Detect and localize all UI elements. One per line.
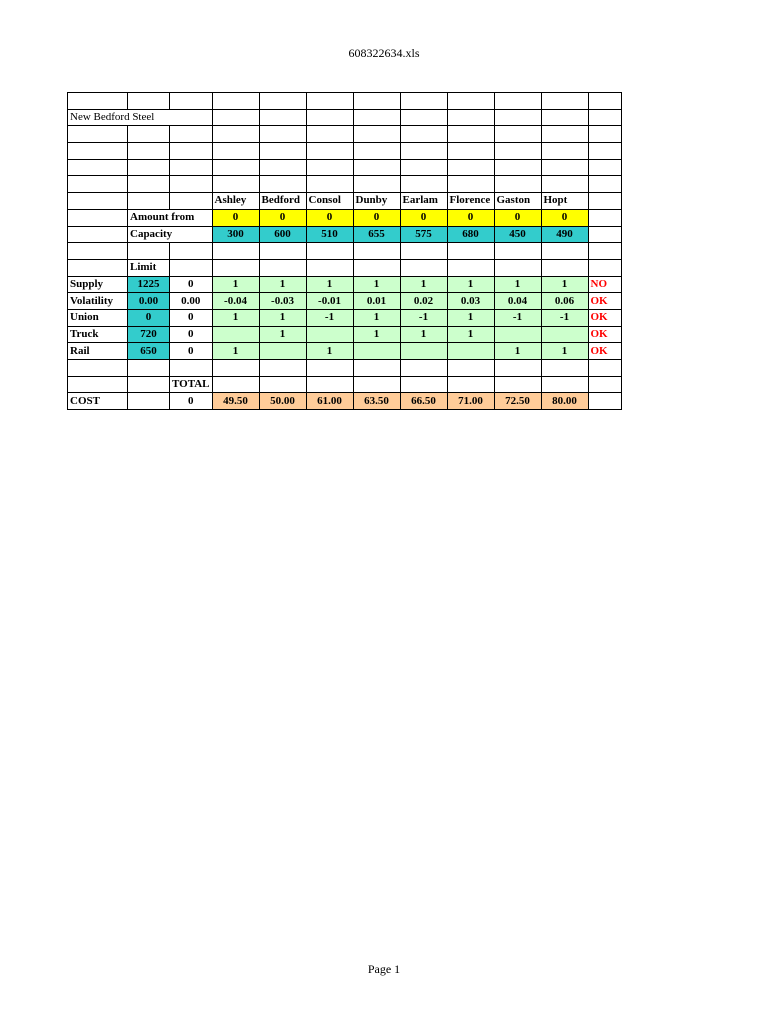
- sheet-cell[interactable]: [447, 243, 494, 260]
- supplier-header[interactable]: Ashley: [212, 193, 259, 210]
- constraint-coefficient[interactable]: 1: [541, 343, 588, 360]
- constraint-coefficient[interactable]: [494, 326, 541, 343]
- capacity-cell[interactable]: 450: [494, 226, 541, 243]
- sheet-cell[interactable]: [494, 259, 541, 276]
- sheet-cell[interactable]: [541, 143, 588, 160]
- constraint-coefficient[interactable]: -1: [306, 309, 353, 326]
- sheet-cell[interactable]: [68, 176, 128, 193]
- sheet-cell[interactable]: [212, 126, 259, 143]
- empty-row: [68, 143, 622, 160]
- constraint-status[interactable]: OK: [588, 293, 621, 310]
- capacity-label[interactable]: Capacity: [128, 226, 213, 243]
- constraint-coefficient[interactable]: 1: [212, 276, 259, 293]
- supplier-header[interactable]: Gaston: [494, 193, 541, 210]
- empty-row: [68, 360, 622, 377]
- sheet-cell[interactable]: [170, 176, 213, 193]
- sheet-cell[interactable]: [400, 376, 447, 393]
- sheet-cell[interactable]: [170, 126, 213, 143]
- constraint-coefficient[interactable]: 0.01: [353, 293, 400, 310]
- amount-from-cell[interactable]: 0: [212, 209, 259, 226]
- cost-cell[interactable]: 50.00: [259, 393, 306, 410]
- constraint-coefficient[interactable]: [541, 326, 588, 343]
- sheet-cell[interactable]: [588, 193, 621, 210]
- supplier-header[interactable]: Earlam: [400, 193, 447, 210]
- amount-from-cell[interactable]: 0: [494, 209, 541, 226]
- sheet-cell[interactable]: [400, 360, 447, 377]
- sheet-cell[interactable]: [447, 93, 494, 110]
- sheet-cell[interactable]: [353, 159, 400, 176]
- constraint-name[interactable]: Union: [68, 309, 128, 326]
- sheet-cell[interactable]: [588, 209, 621, 226]
- sheet-cell[interactable]: [170, 243, 213, 260]
- constraint-coefficient[interactable]: 1: [212, 309, 259, 326]
- sheet-cell[interactable]: [306, 126, 353, 143]
- sheet-cell[interactable]: [588, 360, 621, 377]
- amount-from-cell[interactable]: 0: [353, 209, 400, 226]
- constraint-coefficient[interactable]: -0.04: [212, 293, 259, 310]
- sheet-cell[interactable]: [588, 393, 621, 410]
- supplier-header[interactable]: Consol: [306, 193, 353, 210]
- sheet-cell[interactable]: [353, 376, 400, 393]
- constraint-status[interactable]: OK: [588, 326, 621, 343]
- constraint-coefficient[interactable]: 1: [259, 276, 306, 293]
- spreadsheet-grid: [67, 92, 622, 410]
- supplier-header[interactable]: Bedford: [259, 193, 306, 210]
- constraint-row: [68, 326, 622, 343]
- cost-cell[interactable]: 80.00: [541, 393, 588, 410]
- sheet-cell[interactable]: [541, 126, 588, 143]
- constraint-coefficient[interactable]: -0.03: [259, 293, 306, 310]
- sheet-cell[interactable]: [128, 93, 170, 110]
- sheet-cell[interactable]: [494, 243, 541, 260]
- sheet-cell[interactable]: [494, 159, 541, 176]
- sheet-cell[interactable]: [447, 143, 494, 160]
- sheet-cell[interactable]: [400, 176, 447, 193]
- cost-cell[interactable]: 63.50: [353, 393, 400, 410]
- constraint-coefficient[interactable]: 1: [259, 309, 306, 326]
- sheet-cell[interactable]: [68, 360, 128, 377]
- constraint-limit[interactable]: 0: [128, 309, 170, 326]
- page-header-filename: 608322634.xls: [348, 46, 420, 60]
- sheet-cell[interactable]: [447, 176, 494, 193]
- sheet-cell[interactable]: [447, 126, 494, 143]
- constraint-limit[interactable]: 0.00: [128, 293, 170, 310]
- constraint-name[interactable]: Truck: [68, 326, 128, 343]
- sheet-cell[interactable]: [68, 209, 128, 226]
- sheet-cell[interactable]: [68, 376, 128, 393]
- sheet-cell[interactable]: [306, 376, 353, 393]
- sheet-cell[interactable]: [306, 143, 353, 160]
- cost-label[interactable]: COST: [68, 393, 128, 410]
- empty-row: [68, 126, 622, 143]
- sheet-cell[interactable]: [494, 109, 541, 126]
- sheet-cell[interactable]: [212, 360, 259, 377]
- sheet-cell[interactable]: [170, 143, 213, 160]
- constraint-coefficient[interactable]: 1: [447, 326, 494, 343]
- sheet-cell[interactable]: [259, 243, 306, 260]
- amount-from-cell[interactable]: 0: [400, 209, 447, 226]
- sheet-cell[interactable]: [212, 109, 259, 126]
- sheet-cell[interactable]: [128, 143, 170, 160]
- capacity-cell[interactable]: 655: [353, 226, 400, 243]
- sheet-cell[interactable]: [541, 176, 588, 193]
- supplier-header[interactable]: Dunby: [353, 193, 400, 210]
- capacity-cell[interactable]: 300: [212, 226, 259, 243]
- sheet-cell[interactable]: [541, 109, 588, 126]
- sheet-cell[interactable]: [447, 360, 494, 377]
- sheet-cell[interactable]: [68, 143, 128, 160]
- constraint-coefficient[interactable]: 1: [306, 343, 353, 360]
- amount-from-label[interactable]: Amount from: [128, 209, 213, 226]
- constraint-coefficient[interactable]: 1: [447, 276, 494, 293]
- capacity-row: [68, 226, 622, 243]
- sheet-cell[interactable]: [259, 109, 306, 126]
- sheet-cell[interactable]: [259, 159, 306, 176]
- constraint-coefficient[interactable]: 0.02: [400, 293, 447, 310]
- sheet-cell[interactable]: [447, 159, 494, 176]
- empty-row: [68, 159, 622, 176]
- constraint-lhs[interactable]: 0: [170, 343, 213, 360]
- sheet-cell[interactable]: [170, 259, 213, 276]
- sheet-cell[interactable]: [541, 259, 588, 276]
- sheet-cell[interactable]: [68, 159, 128, 176]
- sheet-cell[interactable]: [212, 93, 259, 110]
- cost-cell[interactable]: 61.00: [306, 393, 353, 410]
- sheet-cell[interactable]: [541, 243, 588, 260]
- capacity-cell[interactable]: 510: [306, 226, 353, 243]
- sheet-cell[interactable]: [306, 259, 353, 276]
- sheet-cell[interactable]: [400, 243, 447, 260]
- constraint-row: [68, 293, 622, 310]
- constraint-coefficient[interactable]: 0.06: [541, 293, 588, 310]
- sheet-cell[interactable]: [68, 193, 128, 210]
- supplier-header[interactable]: Hopt: [541, 193, 588, 210]
- sheet-cell[interactable]: [353, 243, 400, 260]
- sheet-cell[interactable]: [128, 376, 170, 393]
- constraint-coefficient[interactable]: 0.04: [494, 293, 541, 310]
- sheet-cell[interactable]: [353, 259, 400, 276]
- constraint-coefficient[interactable]: -0.01: [306, 293, 353, 310]
- capacity-cell[interactable]: 680: [447, 226, 494, 243]
- total-label-row: [68, 376, 622, 393]
- sheet-cell[interactable]: [128, 360, 170, 377]
- constraint-coefficient[interactable]: 1: [541, 276, 588, 293]
- sheet-cell[interactable]: [588, 159, 621, 176]
- constraint-coefficient[interactable]: -1: [541, 309, 588, 326]
- capacity-cell[interactable]: 490: [541, 226, 588, 243]
- constraint-name[interactable]: Supply: [68, 276, 128, 293]
- sheet-cell[interactable]: [259, 143, 306, 160]
- cost-row: [68, 393, 622, 410]
- constraint-coefficient[interactable]: 1: [306, 276, 353, 293]
- constraint-row: [68, 276, 622, 293]
- constraint-coefficient[interactable]: 1: [400, 326, 447, 343]
- amount-from-cell[interactable]: 0: [447, 209, 494, 226]
- constraint-coefficient[interactable]: [400, 343, 447, 360]
- constraint-coefficient[interactable]: [306, 326, 353, 343]
- limit-label-row: [68, 259, 622, 276]
- sheet-cell[interactable]: [259, 176, 306, 193]
- sheet-cell[interactable]: [400, 109, 447, 126]
- sheet-cell[interactable]: [588, 109, 621, 126]
- constraint-limit[interactable]: 720: [128, 326, 170, 343]
- sheet-cell[interactable]: [447, 109, 494, 126]
- sheet-cell[interactable]: [68, 243, 128, 260]
- sheet-cell[interactable]: [494, 143, 541, 160]
- sheet-cell[interactable]: [588, 259, 621, 276]
- sheet-cell[interactable]: [588, 143, 621, 160]
- sheet-cell[interactable]: [170, 93, 213, 110]
- sheet-cell[interactable]: [447, 376, 494, 393]
- constraint-coefficient[interactable]: 1: [400, 276, 447, 293]
- page-footer-number: Page 1: [367, 962, 401, 976]
- sheet-cell[interactable]: [353, 360, 400, 377]
- constraint-coefficient[interactable]: 0.03: [447, 293, 494, 310]
- sheet-cell[interactable]: [494, 176, 541, 193]
- constraint-lhs[interactable]: 0: [170, 309, 213, 326]
- sheet-cell[interactable]: [494, 360, 541, 377]
- sheet-cell[interactable]: [353, 143, 400, 160]
- cost-cell[interactable]: 71.00: [447, 393, 494, 410]
- constraint-coefficient[interactable]: [259, 343, 306, 360]
- constraint-coefficient[interactable]: -1: [494, 309, 541, 326]
- title-row: [68, 109, 622, 126]
- amount-from-cell[interactable]: 0: [306, 209, 353, 226]
- sheet-cell[interactable]: [68, 93, 128, 110]
- constraint-coefficient[interactable]: 1: [447, 309, 494, 326]
- sheet-cell[interactable]: [541, 93, 588, 110]
- sheet-cell[interactable]: [128, 176, 170, 193]
- sheet-cell[interactable]: [259, 360, 306, 377]
- sheet-cell[interactable]: [170, 159, 213, 176]
- sheet-cell[interactable]: [400, 259, 447, 276]
- constraint-row: [68, 343, 622, 360]
- constraint-coefficient[interactable]: 1: [353, 309, 400, 326]
- sheet-cell[interactable]: [588, 376, 621, 393]
- constraint-coefficient[interactable]: 1: [259, 326, 306, 343]
- sheet-cell[interactable]: [68, 126, 128, 143]
- sheet-cell[interactable]: [212, 376, 259, 393]
- sheet-cell[interactable]: [68, 259, 128, 276]
- sheet-cell[interactable]: [128, 159, 170, 176]
- sheet-cell[interactable]: [68, 226, 128, 243]
- constraint-lhs[interactable]: 0.00: [170, 293, 213, 310]
- constraint-limit[interactable]: 1225: [128, 276, 170, 293]
- sheet-cell[interactable]: [541, 159, 588, 176]
- limit-label[interactable]: Limit: [128, 259, 170, 276]
- constraint-coefficient[interactable]: 1: [494, 343, 541, 360]
- sheet-cell[interactable]: [353, 109, 400, 126]
- sheet-cell[interactable]: [494, 126, 541, 143]
- total-label[interactable]: TOTAL: [170, 376, 213, 393]
- sheet-cell[interactable]: [212, 259, 259, 276]
- capacity-cell[interactable]: 575: [400, 226, 447, 243]
- sheet-cell[interactable]: [212, 243, 259, 260]
- sheet-cell[interactable]: [306, 159, 353, 176]
- sheet-cell[interactable]: [588, 93, 621, 110]
- sheet-cell[interactable]: [400, 143, 447, 160]
- constraint-lhs[interactable]: 0: [170, 276, 213, 293]
- constraint-coefficient[interactable]: 1: [212, 343, 259, 360]
- amount-from-cell[interactable]: 0: [259, 209, 306, 226]
- sheet-cell[interactable]: [541, 360, 588, 377]
- cost-total[interactable]: 0: [170, 393, 213, 410]
- amount-from-cell[interactable]: 0: [541, 209, 588, 226]
- sheet-cell[interactable]: [306, 109, 353, 126]
- constraint-status[interactable]: OK: [588, 309, 621, 326]
- sheet-cell[interactable]: [259, 259, 306, 276]
- constraint-lhs[interactable]: 0: [170, 326, 213, 343]
- constraint-coefficient[interactable]: 1: [353, 276, 400, 293]
- constraint-status[interactable]: NO: [588, 276, 621, 293]
- sheet-cell[interactable]: [494, 376, 541, 393]
- sheet-cell[interactable]: [494, 93, 541, 110]
- sheet-cell[interactable]: [588, 176, 621, 193]
- constraint-coefficient[interactable]: [212, 326, 259, 343]
- cost-cell[interactable]: 66.50: [400, 393, 447, 410]
- sheet-cell[interactable]: [541, 376, 588, 393]
- supplier-header[interactable]: Florence: [447, 193, 494, 210]
- sheet-cell[interactable]: [353, 126, 400, 143]
- sheet-cell[interactable]: [400, 93, 447, 110]
- sheet-cell[interactable]: [259, 376, 306, 393]
- cost-cell[interactable]: 49.50: [212, 393, 259, 410]
- constraint-coefficient[interactable]: 1: [494, 276, 541, 293]
- sheet-cell[interactable]: [212, 159, 259, 176]
- empty-row: [68, 176, 622, 193]
- sheet-cell[interactable]: [128, 126, 170, 143]
- constraint-status[interactable]: OK: [588, 343, 621, 360]
- cost-cell[interactable]: 72.50: [494, 393, 541, 410]
- sheet-cell[interactable]: [588, 126, 621, 143]
- sheet-cell[interactable]: [353, 93, 400, 110]
- constraint-name[interactable]: Volatility: [68, 293, 128, 310]
- sheet-title[interactable]: New Bedford Steel: [68, 109, 213, 126]
- constraint-name[interactable]: Rail: [68, 343, 128, 360]
- capacity-cell[interactable]: 600: [259, 226, 306, 243]
- sheet-cell[interactable]: [128, 193, 170, 210]
- constraint-limit[interactable]: 650: [128, 343, 170, 360]
- sheet-cell[interactable]: [353, 176, 400, 193]
- sheet-cell[interactable]: [447, 259, 494, 276]
- sheet-cell[interactable]: [400, 159, 447, 176]
- empty-row: [68, 93, 622, 110]
- sheet-cell[interactable]: [306, 93, 353, 110]
- constraint-coefficient[interactable]: -1: [400, 309, 447, 326]
- sheet-cell[interactable]: [306, 360, 353, 377]
- constraint-coefficient[interactable]: [353, 343, 400, 360]
- sheet-cell[interactable]: [588, 243, 621, 260]
- sheet-cell[interactable]: [212, 143, 259, 160]
- constraint-coefficient[interactable]: 1: [353, 326, 400, 343]
- supplier-header-row: [68, 193, 622, 210]
- sheet-cell[interactable]: [170, 360, 213, 377]
- sheet-cell[interactable]: [212, 176, 259, 193]
- empty-row: [68, 243, 622, 260]
- amount-from-row: [68, 209, 622, 226]
- sheet-cell[interactable]: [400, 126, 447, 143]
- sheet-cell[interactable]: [588, 226, 621, 243]
- sheet-cell[interactable]: [128, 243, 170, 260]
- constraint-coefficient[interactable]: [447, 343, 494, 360]
- sheet-cell[interactable]: [306, 243, 353, 260]
- sheet-cell[interactable]: [170, 193, 213, 210]
- sheet-cell[interactable]: [306, 176, 353, 193]
- sheet-cell[interactable]: [259, 93, 306, 110]
- constraint-row: [68, 309, 622, 326]
- sheet-cell[interactable]: [128, 393, 170, 410]
- sheet-cell[interactable]: [259, 126, 306, 143]
